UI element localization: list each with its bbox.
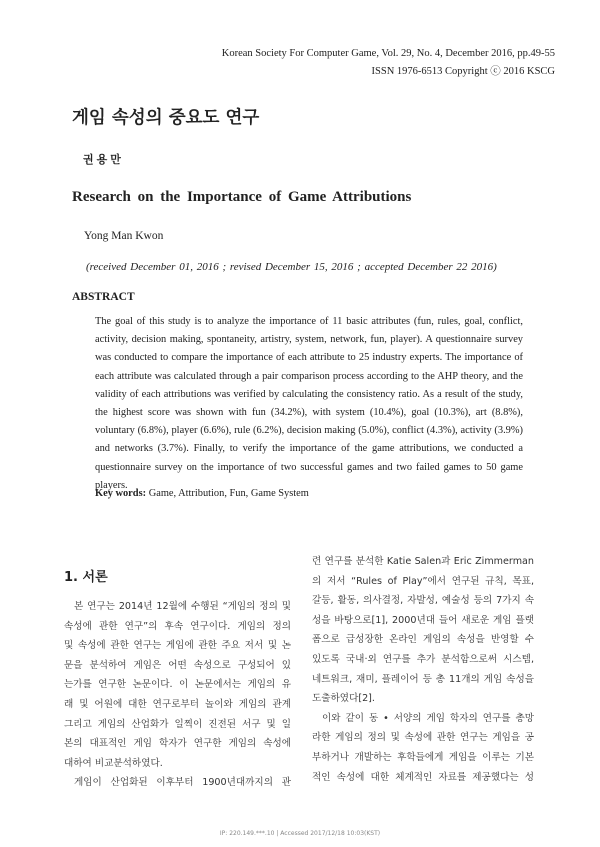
paper-title-english: Research on the Importance of Game Attributions [72,189,412,205]
text-line: 성을 바탕으로[1], 2000년대 들어 새로운 게임 플랫 [312,614,534,626]
left-column-text [64,597,291,793]
text-line: 본의 대표적인 게임 학자가 연구한 게임의 속성에 [64,738,291,750]
text-line: 대하여 비교분석하였다. [64,757,163,769]
text-line: 련 연구를 분석한 Katie Salen과 Eric Zimmerman [312,556,534,567]
text-line: 및 속성에 관한 연구는 게임에 관한 주요 저서 및 논 [64,640,291,652]
text-line: 문을 분석하여 게임은 어떤 속성으로 구성되어 있 [64,659,291,671]
keywords-list: Game, Attribution, Fun, Game System [148,488,309,499]
right-column-text [312,552,534,787]
text-line: 도출하였다[2]. [312,693,375,705]
text-line: 는가를 연구한 논문이다. 이 논문에서는 게임의 유 [64,679,291,691]
abstract-body: The goal of this study is to analyze the importance of 11 basic attributes (fun, rules, goal, conflict, activity, decision making, spontaneity, artistry, system, network, fun, player). A questionnaire survey was conducted to compare the importance of each attribute to 25 industry experts. The importance of each attribute was calculated through a pair comparison process according to the AHP theory, and the validity of each attributions was verified by calculating the consistency ratio. As a result of the study, the highest score was shown with fun (34.2%), with system (10.4%), goal (10.3%), art (8.8%), voluntary (6.8%), player (6.6%), rule (6.2%), decision making (5.0%), conflict (4.3%), activity (3.9%) and networks (3.7%). Finally, to verify the importance of the game attributions, we conducted a questionnaire survey on the importance of two successful games and two failed games to 50 game players. [95,316,523,491]
text-line: 갈등, 활동, 의사결정, 자발성, 예술성 등의 7가지 속 [312,595,534,607]
text-line: 부하거나 개발하는 후학들에게 게임을 이루는 기본 [312,751,534,763]
text-line: 래 및 어원에 대한 연구로부터 놀이와 게임의 관계 [64,698,291,710]
text-line: 네트워크, 재미, 플레이어 등 총 11개의 게임 속성을 [312,673,534,685]
author-english: Yong Man Kwon [84,230,164,242]
text-line: 폼으로 급성장한 온라인 게임의 속성을 반영할 수 [312,634,534,646]
text-line: 게임이 산업화된 이후부터 1900년대까지의 관 [74,777,291,789]
issn-copyright: ISSN 1976-6513 Copyright ⓒ 2016 KSCG [371,66,555,77]
text-line: 이와 같이 동 • 서양의 게임 학자의 연구를 총망 [322,712,534,724]
abstract-heading: ABSTRACT [72,291,135,303]
section-heading-introduction: 1. 서론 [64,570,108,585]
text-line: 그리고 게임의 산업화가 일찍이 진전된 서구 및 일 [64,718,291,730]
text-line: 있도록 국내·외 연구를 추가 분석함으로써 시스템, [312,653,534,665]
text-line: 적인 속성에 대한 체계적인 자료를 제공했다는 성 [312,771,534,783]
journal-info: Korean Society For Computer Game, Vol. 29, No. 4, December 2016, pp.49-55 [221,48,555,59]
keywords-label: Key words: [95,488,147,499]
text-line: 속성에 관한 연구”의 후속 연구이다. 게임의 정의 [64,620,291,632]
paper-title-korean: 게임 속성의 중요도 연구 [72,108,260,128]
text-line: 의 저서 “Rules of Play”에서 연구된 규칙, 목표, [312,575,534,587]
received-dates: (received December 01, 2016 ; revised December 15, 2016 ; accepted December 22 2016) [86,261,497,273]
author-korean: 권용만 [83,153,124,166]
text-line: 라한 게임의 정의 및 속성에 관한 연구는 게임을 공 [312,732,534,744]
access-footer: IP: 220.149.***.10 | Accessed 2017/12/18 10:03(KST) [219,830,381,837]
keywords [95,488,309,499]
text-line: 본 연구는 2014년 12월에 수행된 “게임의 정의 및 [74,601,291,612]
